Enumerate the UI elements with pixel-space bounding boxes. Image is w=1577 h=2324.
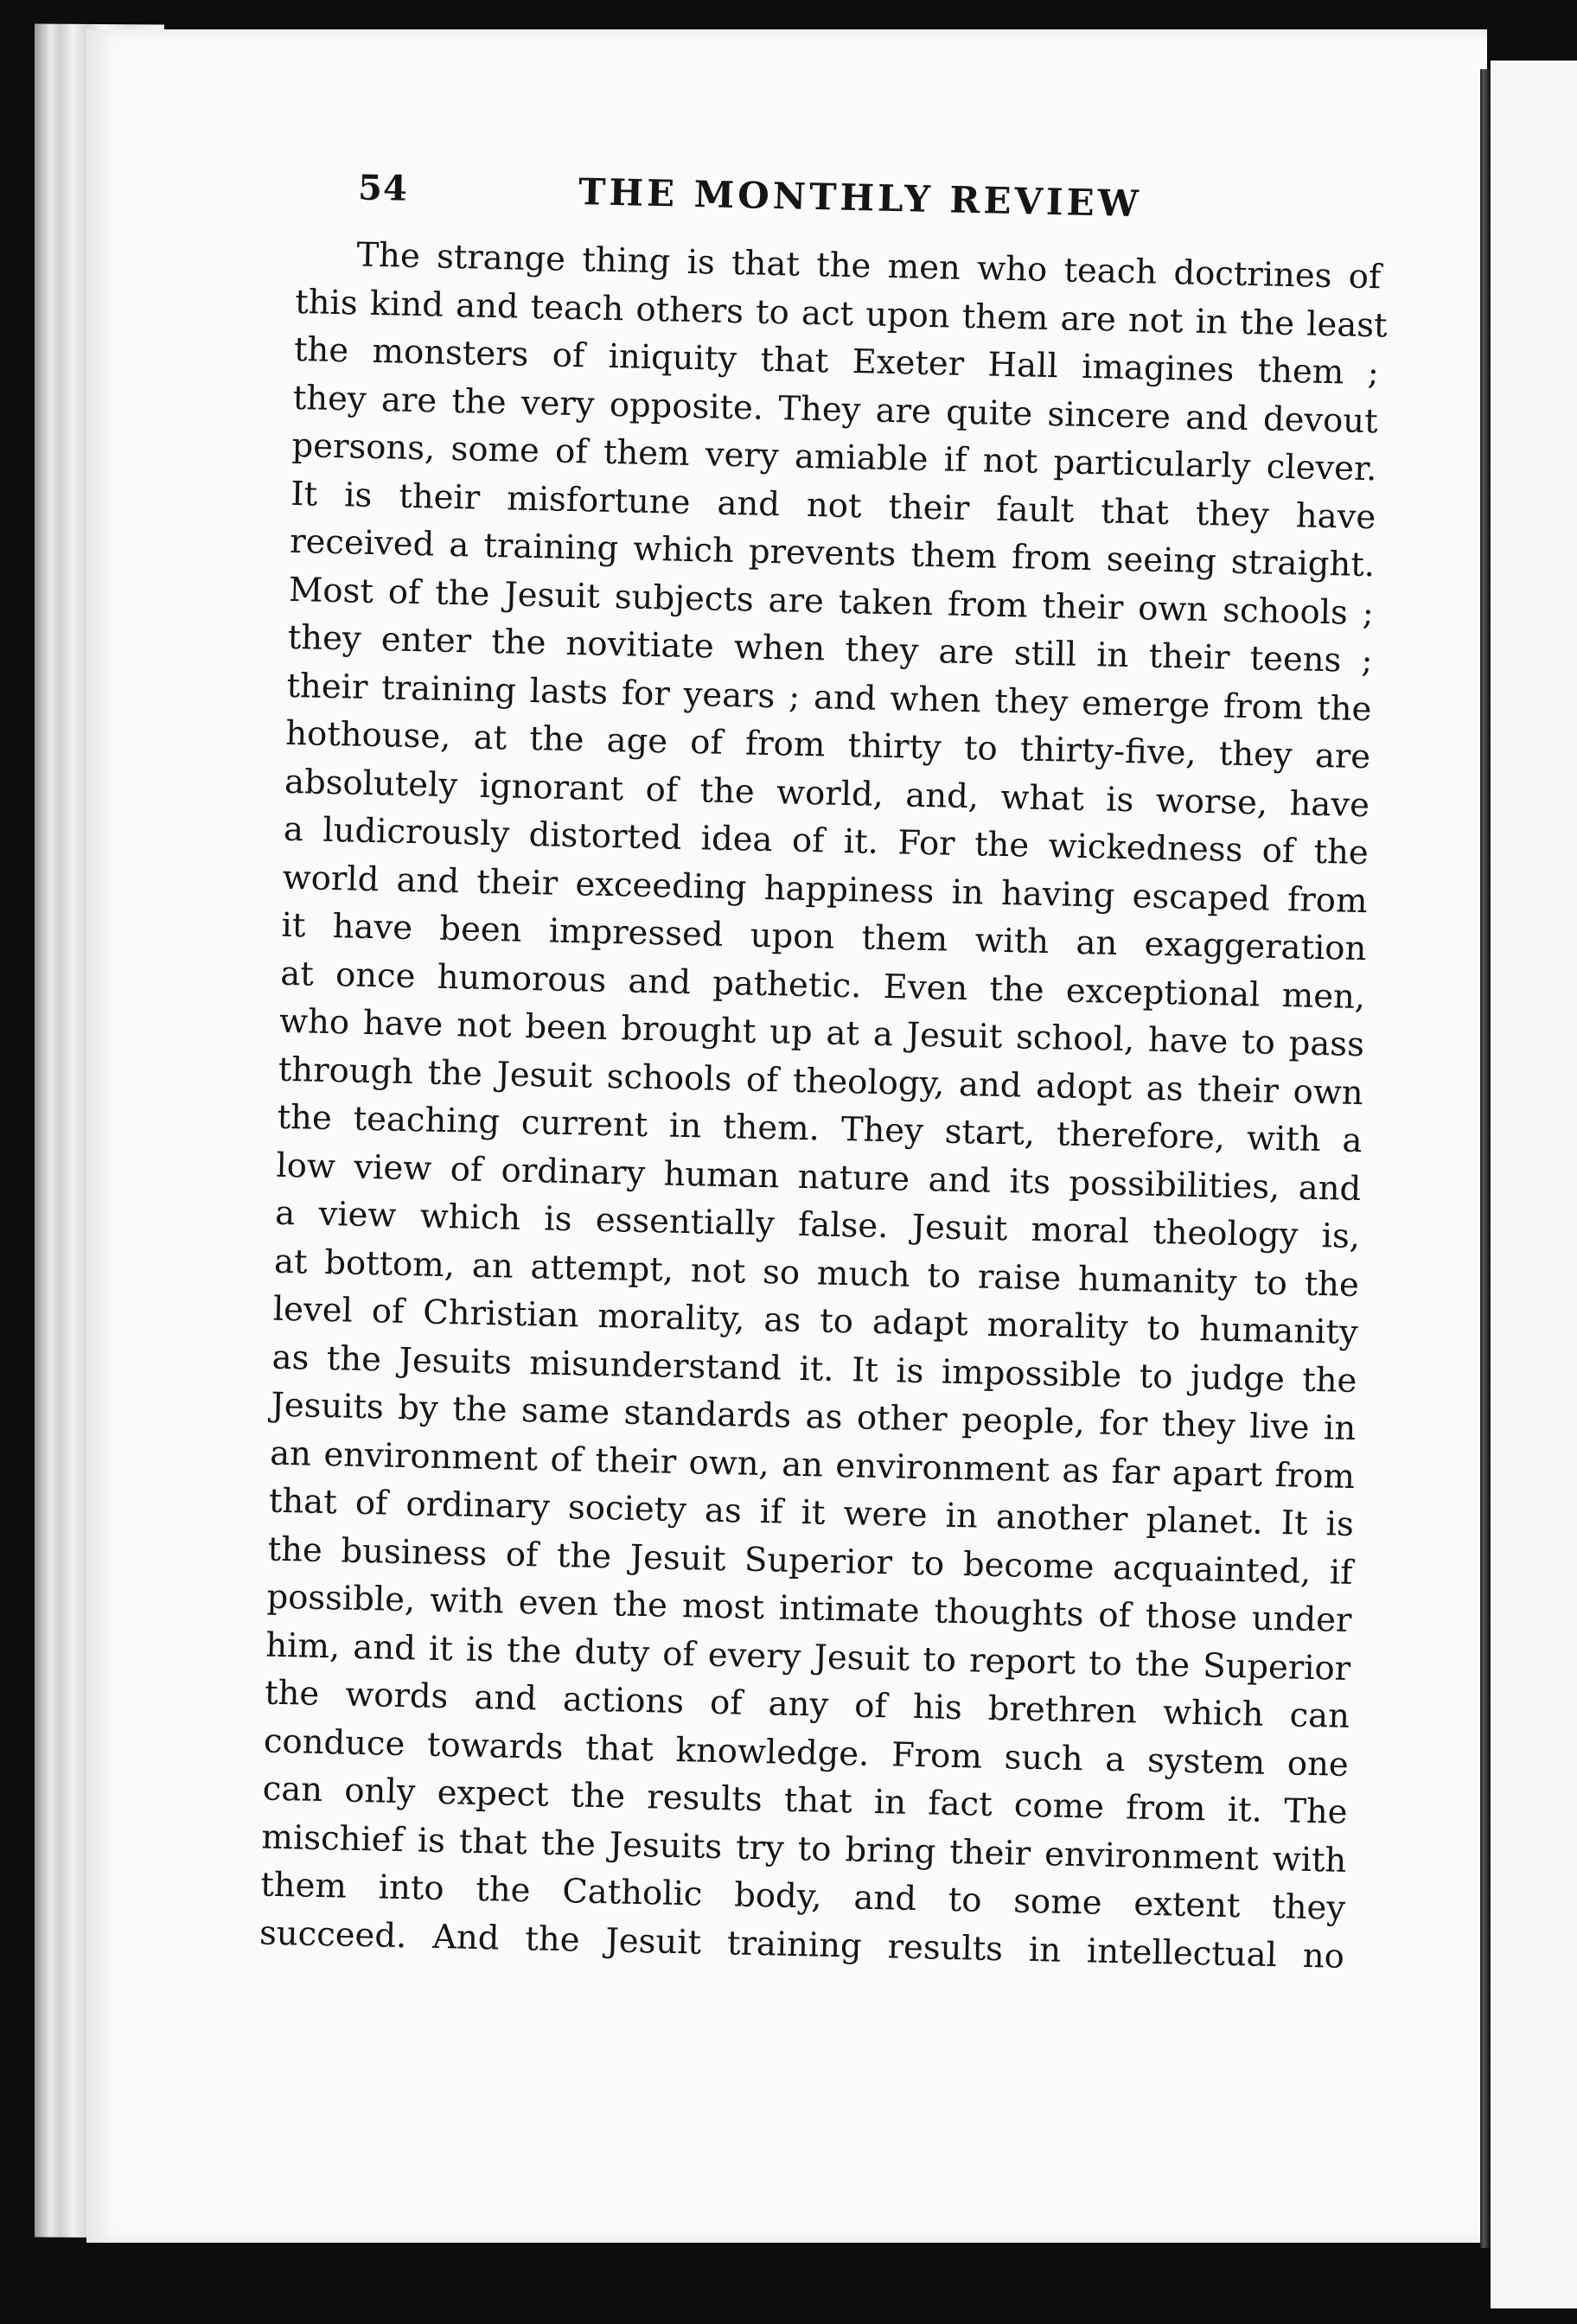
text-line: level of Christian morality, as to adapt morality to humanity [272, 1289, 1359, 1353]
text-line: a view which is essentially false. Jesuit moral theology is, [274, 1193, 1361, 1257]
text-line: received a training which prevents them from seeing straight. [289, 521, 1376, 585]
text-line: their training lasts for years ; and when they emerge from the [286, 666, 1372, 729]
text-line: Jesuits by the same standards as other people, for they live in [270, 1385, 1357, 1449]
text-line: it have been impressed upon them with an exaggeration [281, 905, 1367, 969]
page-content [259, 156, 1389, 1981]
text-line: can only expect the results that in fact come from it. The [262, 1769, 1348, 1832]
text-line: that of ordinary society as if it were in another planet. It is [268, 1481, 1355, 1545]
text-line: an environment of their own, an environment as far apart from [269, 1433, 1356, 1497]
text-line-last: succeed. And the Jesuit training results in intellectual no [259, 1913, 1345, 1976]
facing-page-edge [1491, 61, 1577, 2308]
text-line: absolutely ignorant of the world, and, what is worse, have [284, 762, 1370, 825]
text-line: him, and it is the duty of every Jesuit to report to the Superior [265, 1625, 1351, 1689]
text-line: Most of the Jesuit subjects are taken from their own schools ; [288, 570, 1375, 633]
text-line: through the Jesuit schools of theology, and adopt as their own [278, 1050, 1364, 1113]
text-line: the monsters of iniquity that Exeter Hall imagines them ; [293, 329, 1380, 393]
text-line: they are the very opposite. They are quite sincere and devout [292, 378, 1379, 441]
text-line: conduce towards that knowledge. From such a system one [263, 1721, 1350, 1784]
running-title: THE MONTHLY REVIEW [578, 170, 1143, 226]
text-line: at bottom, an attempt, not so much to raise humanity to the [273, 1242, 1360, 1305]
text-line: low view of ordinary human nature and its possibilities, and [276, 1146, 1362, 1209]
text-line: the words and actions of any of his brethren which can [264, 1673, 1350, 1736]
text-line: as the Jesuits misunderstand it. It is impossible to judge the [271, 1338, 1357, 1401]
text-line: possible, with even the most intimate thoughts of those under [266, 1577, 1352, 1640]
text-line: the teaching current in them. They start, therefore, with a [277, 1097, 1363, 1161]
text-line: they enter the novitiate when they are still in their teens ; [287, 617, 1374, 681]
text-line: It is their misfortune and not their fault that they have [290, 474, 1376, 537]
page-number: 54 [357, 167, 409, 209]
text-line: mischief is that the Jesuits try to bring their environment with [261, 1817, 1347, 1880]
text-line: at once humorous and pathetic. Even the exceptional men, [279, 954, 1366, 1017]
text-line: a ludicrously distorted idea of it. For the wickedness of the [283, 809, 1370, 873]
body-paragraph [259, 230, 1389, 1981]
text-line: hothouse, at the age of from thirty to thirty-five, they are [284, 713, 1371, 777]
text-line: persons, some of them very amiable if not particularly clever. [291, 425, 1377, 489]
text-line: this kind and teach others to act upon them are not in the least [294, 282, 1389, 346]
text-line: them into the Catholic body, and to some extent they [259, 1865, 1346, 1928]
text-line: world and their exceeding happiness in having escaped from [282, 858, 1368, 921]
text-line: The strange thing is that the men who teach doctrines of [356, 235, 1382, 297]
text-line: who have not been brought up at a Jesuit school, have to pass [278, 1001, 1365, 1065]
text-line: the business of the Jesuit Superior to become acquainted, if [267, 1529, 1354, 1593]
page-gutter-shadow [1480, 69, 1491, 2248]
